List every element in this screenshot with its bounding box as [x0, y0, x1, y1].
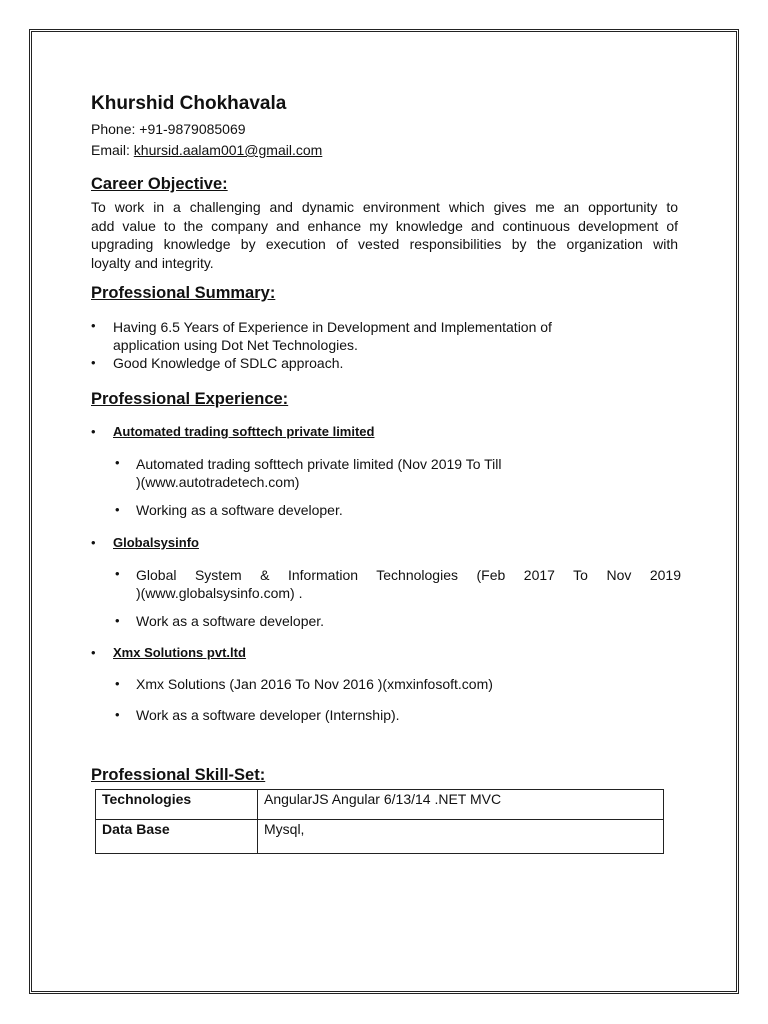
bullet-icon: • [115, 613, 120, 628]
table-row [96, 820, 664, 854]
phone-line [91, 121, 246, 137]
skill-value: Mysql, [258, 820, 664, 854]
professional-summary-heading: Professional Summary: [91, 284, 276, 302]
professional-experience-heading: Professional Experience: [91, 390, 289, 408]
email-link[interactable]: khursid.aalam001@gmail.com [133, 142, 323, 158]
summary-item: Good Knowledge of SDLC approach. [113, 355, 344, 371]
experience-detail: Working as a software developer. [136, 502, 343, 518]
bullet-icon: • [115, 676, 120, 691]
bullet-icon: • [91, 645, 96, 660]
objective-line: upgrading knowledge by execution of vested responsibilities by the organization with [91, 236, 678, 253]
table-row [96, 790, 664, 820]
bullet-icon: • [115, 566, 120, 581]
skills-table [95, 789, 664, 854]
bullet-icon: • [115, 502, 120, 517]
objective-line: To work in a challenging and dynamic environment which gives me an opportunity to [91, 199, 678, 215]
skill-key: Technologies [96, 790, 258, 820]
experience-detail: Automated trading softtech private limited (Nov 2019 To Till )(www.autotradetech.com) [136, 456, 502, 490]
objective-line: loyalty and integrity. [91, 255, 214, 272]
experience-detail: Work as a software developer. [136, 613, 325, 629]
email-line [91, 142, 322, 158]
company-name: Globalsysinfo [113, 535, 199, 550]
skill-key: Data Base [96, 820, 258, 854]
bullet-icon: • [91, 424, 96, 439]
candidate-name: Khurshid Chokhavala [91, 93, 287, 114]
email-label: Email: [91, 142, 134, 158]
experience-detail: Global System & Information Technologies (Feb 2017 To Nov 2019 )(www.globalsysinfo.com) . [136, 567, 681, 601]
phone-number: +91-9879085069 [139, 121, 246, 137]
company-name: Xmx Solutions pvt.ltd [113, 645, 246, 660]
bullet-icon: • [91, 535, 96, 550]
experience-detail: Work as a software developer (Internship). [136, 707, 400, 723]
phone-label: Phone: [91, 121, 140, 137]
experience-detail: Xmx Solutions (Jan 2016 To Nov 2016 )(xmxinfosoft.com) [136, 676, 493, 692]
objective-line: add value to the company and enhance my knowledge and continuous development of [91, 217, 678, 234]
company-name: Automated trading softtech private limited [113, 424, 375, 439]
bullet-icon: • [115, 455, 120, 470]
skill-value: AngularJS Angular 6/13/14 .NET MVC [258, 790, 664, 820]
summary-item: Having 6.5 Years of Experience in Development and Implementation of application using Dot Net Technologies. [113, 319, 552, 353]
bullet-icon: • [91, 318, 96, 333]
bullet-icon: • [91, 355, 96, 370]
bullet-icon: • [115, 707, 120, 722]
career-objective-text [91, 198, 678, 273]
skill-set-heading: Professional Skill-Set: [91, 766, 266, 784]
career-objective-heading: Career Objective: [91, 175, 228, 193]
